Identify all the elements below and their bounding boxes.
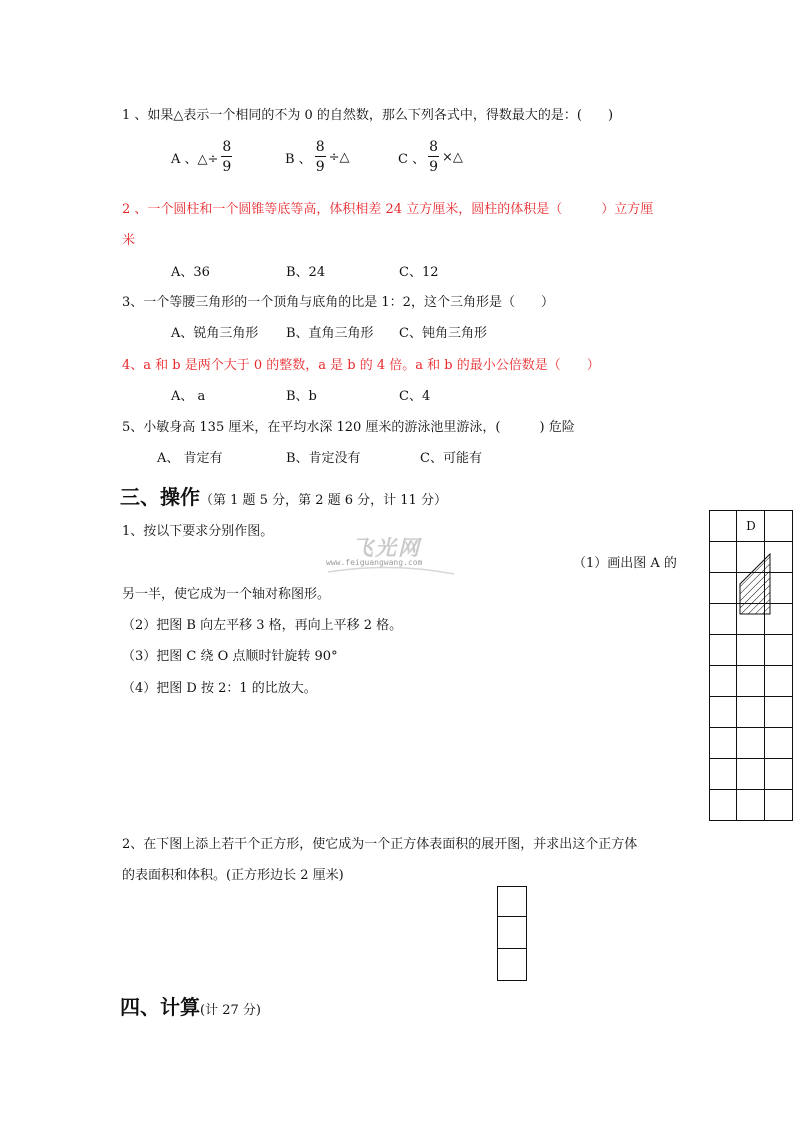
grid-cell [765, 759, 793, 790]
q4-option-b: B、b [286, 389, 317, 404]
q1-option-a [171, 140, 235, 174]
q4-option-c: C、4 [399, 389, 431, 404]
grid-cell [710, 790, 737, 821]
net-square [497, 886, 527, 917]
fraction-numerator: 8 [315, 139, 325, 155]
grid-cell [737, 635, 765, 666]
grid-cell [737, 790, 765, 821]
section3-heading [120, 481, 447, 510]
grid-cell [710, 666, 737, 697]
grid-cell [765, 728, 793, 759]
net-square [497, 949, 527, 981]
grid-cell [710, 635, 737, 666]
grid-cell [737, 697, 765, 728]
grid-label-d: D [737, 511, 765, 542]
fraction-denominator: 9 [315, 159, 325, 175]
q2-text-line1: 2 、一个圆柱和一个圆锥等底等高，体积相差 24 立方厘米，圆柱的体积是（ ）立方厘 [122, 202, 654, 217]
section3-item1-1a: （1）画出图 A 的 [573, 556, 677, 571]
section4-heading [120, 991, 261, 1020]
cube-net [497, 886, 527, 981]
grid-cell [765, 635, 793, 666]
q5-option-a: A、 肯定有 [157, 451, 223, 466]
section3-note: （第 1 题 5 分，第 2 题 6 分，计 11 分） [200, 493, 447, 508]
fraction [221, 140, 232, 174]
grid-cell [710, 728, 737, 759]
q1-option-c [398, 140, 463, 174]
q2-option-a: A、36 [171, 265, 210, 280]
watermark-logo: 飞光网 [352, 536, 421, 560]
grid-cell [710, 542, 737, 573]
q4-text: 4、a 和 b 是两个大于 0 的整数，a 是 b 的 4 倍。a 和 b 的最小公倍数是（ ） [122, 358, 600, 373]
grid-cell [737, 759, 765, 790]
section4-title: 四、计算 [120, 995, 200, 1019]
shape-d-figure [736, 548, 776, 618]
q3-option-b: B、直角三角形 [286, 326, 374, 341]
q1-text: 1 、如果△表示一个相同的不为 0 的自然数，那么下列各式中，得数最大的是：( ) [122, 108, 614, 123]
q5-option-c: C、可能有 [420, 451, 482, 466]
fraction-denominator: 9 [429, 159, 439, 175]
grid-cell [710, 511, 737, 542]
q3-option-a: A、锐角三角形 [171, 326, 259, 341]
grid-cell [765, 697, 793, 728]
fraction-numerator: 8 [222, 139, 232, 155]
fraction-numerator: 8 [429, 139, 439, 155]
q4-option-a: A、 a [171, 389, 206, 404]
section3-item2-line1: 2、在下图上添上若干个正方形，使它成为一个正方体表面积的展开图，并求出这个正方体 [122, 837, 638, 852]
q5-option-b: B、肯定没有 [286, 451, 361, 466]
fraction-denominator: 9 [222, 159, 232, 175]
section3-item1-3: （3）把图 C 绕 O 点顺时针旋转 90° [122, 649, 338, 664]
q2-text-line2: 米 [122, 233, 136, 248]
section3-title: 三、操作 [120, 485, 200, 509]
watermark-url: www.feiguangwang.com [326, 558, 423, 567]
grid-cell [710, 604, 737, 635]
q3-text: 3、一个等腰三角形的一个顶角与底角的比是 1：2，这个三角形是（ ） [122, 295, 554, 310]
q1-option-c-label: C 、 [398, 151, 426, 167]
q2-option-c: C、12 [399, 265, 439, 280]
section4-note: (计 27 分) [200, 1003, 261, 1018]
grid-cell [765, 511, 793, 542]
section3-item1-4: （4）把图 D 按 2：1 的比放大。 [122, 681, 317, 696]
grid-cell [710, 759, 737, 790]
section3-item1: 1、按以下要求分别作图。 [122, 524, 274, 539]
watermark [322, 528, 462, 592]
fraction [315, 140, 326, 174]
q1-option-a-label: A 、△÷ [171, 151, 219, 167]
grid-cell [710, 697, 737, 728]
q2-option-b: B、24 [286, 265, 326, 280]
net-square [497, 917, 527, 949]
grid-cell [765, 790, 793, 821]
q5-text: 5、小敏身高 135 厘米，在平均水深 120 厘米的游泳池里游泳，( ) 危险 [122, 420, 575, 435]
fraction [428, 140, 439, 174]
q1-option-b-after: ÷△ [328, 149, 350, 165]
section3-item1-2: （2）把图 B 向左平移 3 格，再向上平移 2 格。 [122, 618, 403, 633]
q1-option-b [285, 140, 350, 174]
q3-option-c: C、钝角三角形 [399, 326, 487, 341]
grid-cell [737, 666, 765, 697]
section3-item2-line2: 的表面积和体积。(正方形边长 2 厘米) [122, 868, 344, 883]
q1-option-b-label: B 、 [285, 151, 312, 167]
grid-cell [710, 573, 737, 604]
q1-option-c-after: ×△ [442, 149, 463, 165]
grid-cell [737, 728, 765, 759]
grid-cell [765, 666, 793, 697]
section3-item1-1b: 另一半，使它成为一个轴对称图形。 [122, 587, 331, 602]
